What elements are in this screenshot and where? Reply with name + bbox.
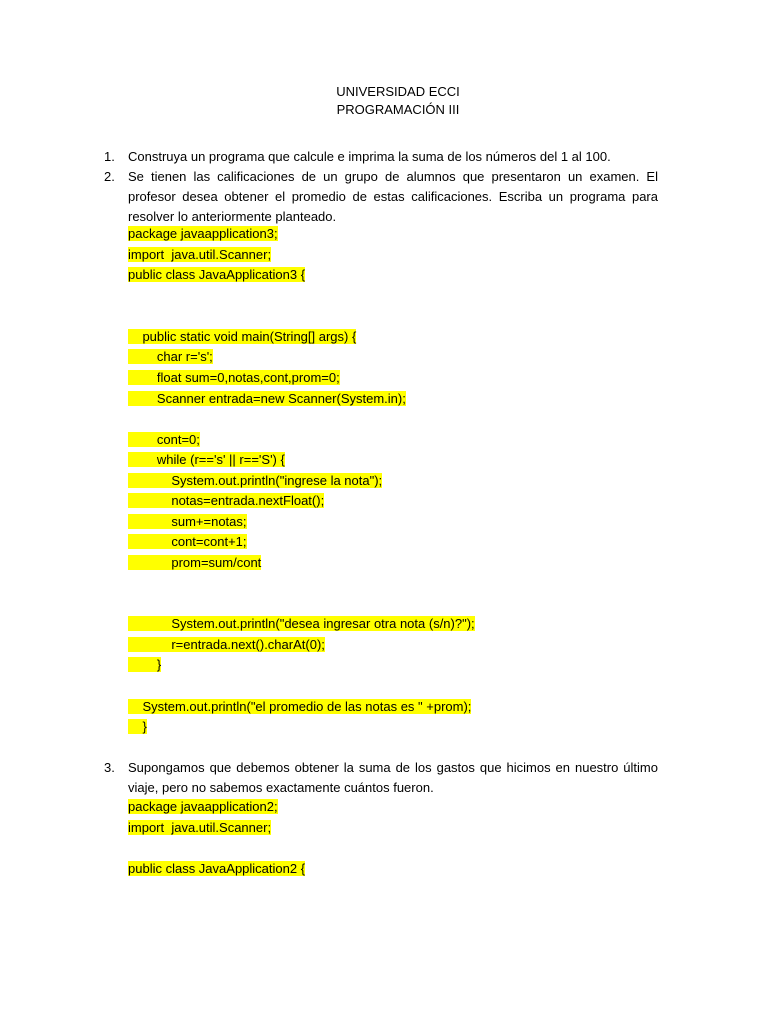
university-name: UNIVERSIDAD ECCI (336, 84, 460, 99)
code-line: r=entrada.next().charAt(0); (128, 637, 325, 652)
code-line: } (128, 657, 162, 672)
document-header (0, 83, 768, 119)
exercise-3-text: Supongamos que debemos obtener la suma de los gastos que hicimos en nuestro último viaje, pero no sabemos exactamente cuántos fueron. (128, 760, 658, 795)
code-line: public class JavaApplication2 { (128, 861, 306, 876)
code-line: import java.util.Scanner; (128, 247, 272, 262)
code-line: System.out.println("ingrese la nota"); (128, 473, 383, 488)
course-name: PROGRAMACIÓN III (336, 102, 460, 117)
code-line: notas=entrada.nextFloat(); (128, 493, 325, 508)
item-number: 3. (104, 760, 115, 775)
code-line: import java.util.Scanner; (128, 820, 272, 835)
code-line: while (r=='s' || r=='S') { (128, 452, 285, 467)
code-line: sum+=notas; (128, 514, 247, 529)
code-line: } (128, 719, 147, 734)
item-number: 2. (104, 169, 115, 184)
code-line: System.out.println("el promedio de las notas es " +prom); (128, 699, 472, 714)
code-line: float sum=0,notas,cont,prom=0; (128, 370, 340, 385)
code-line: prom=sum/cont (128, 555, 262, 570)
exercise-2-text: Se tienen las calificaciones de un grupo de alumnos que presentaron un examen. El profesor desea obtener el promedio de estas calificaciones. Escriba un programa para resolver lo anteriormente planteado. (128, 169, 658, 224)
code-line: System.out.println("desea ingresar otra nota (s/n)?"); (128, 616, 475, 631)
code-line: cont=cont+1; (128, 534, 247, 549)
code-line: cont=0; (128, 432, 200, 447)
item-number: 1. (104, 149, 115, 164)
exercise-1-text: Construya un programa que calcule e imprima la suma de los números del 1 al 100. (128, 149, 611, 164)
code-line: Scanner entrada=new Scanner(System.in); (128, 391, 406, 406)
code-line: char r='s'; (128, 349, 213, 364)
code-line: package javaapplication3; (128, 226, 278, 241)
code-line: public class JavaApplication3 { (128, 267, 306, 282)
code-line: public static void main(String[] args) { (128, 329, 357, 344)
code-line: package javaapplication2; (128, 799, 278, 814)
